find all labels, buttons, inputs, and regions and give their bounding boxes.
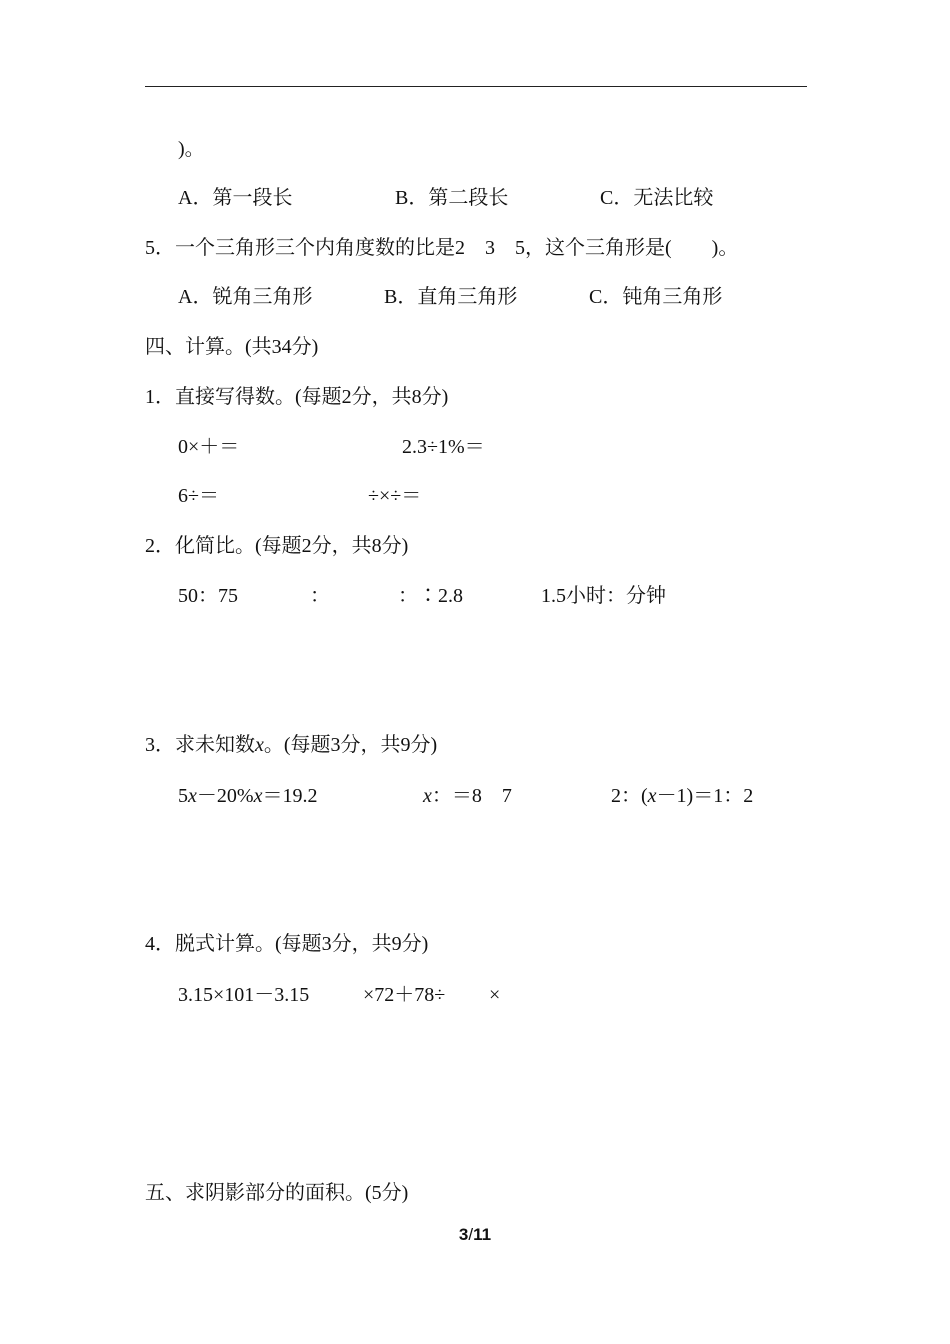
eq2-part: ：＝8 7: [431, 785, 512, 807]
q5-stem: 5．一个三角形三个内角度数的比是2 3 5，这个三角形是( )。: [145, 237, 739, 259]
part1-item-3: 6÷＝: [178, 485, 219, 507]
eq1-part: ＝19.2: [262, 785, 318, 807]
eq3-var: x: [647, 785, 657, 807]
part1-title: 1．直接写得数。(每题2分，共8分): [145, 386, 449, 408]
part1-item-2: 2.3÷1%＝: [402, 436, 485, 458]
page-current: 3: [458, 1225, 469, 1244]
eq1-var: x: [253, 785, 263, 807]
part4-item-1: 3.15×101－3.15: [178, 984, 310, 1006]
q4-option-b: B．第二段长: [395, 187, 509, 209]
part1-item-4: ÷×÷＝: [368, 485, 422, 507]
part3-title-post: 。(每题3分，共9分): [263, 734, 438, 756]
eq1-var: x: [188, 785, 197, 807]
part2-item-3: ：∶2.8: [398, 585, 463, 607]
eq3-part: 2：(: [611, 785, 648, 807]
part3-title-pre: 3．求未知数: [145, 734, 255, 756]
part3-title-var: x: [255, 734, 264, 756]
part1-item-1: 0×＋＝: [178, 436, 240, 458]
q5-option-c: C．钝角三角形: [589, 286, 723, 308]
q4-option-a: A．第一段长: [178, 187, 293, 209]
part2-title: 2．化简比。(每题2分，共8分): [145, 535, 409, 557]
q5-option-a: A．锐角三角形: [178, 286, 313, 308]
header-rule: [145, 86, 807, 87]
q4-tail: )。: [178, 138, 205, 160]
section4-title: 四、计算。(共34分): [145, 336, 319, 358]
part2-item-1: 50：75: [178, 585, 238, 607]
eq1-part: －20%: [196, 785, 254, 807]
eq1-part: 5: [178, 785, 188, 807]
part4-item-2: ×72＋78÷: [363, 984, 446, 1006]
page-number: [0, 1225, 950, 1245]
part3-title: [145, 733, 437, 757]
equation-3: [611, 784, 753, 808]
q5-option-b: B．直角三角形: [384, 286, 518, 308]
equation-2: [423, 784, 512, 808]
section5-title: 五、求阴影部分的面积。(5分): [145, 1182, 409, 1204]
part4-item-3: ×: [489, 984, 501, 1006]
equation-1: [178, 784, 317, 808]
eq2-var: x: [423, 785, 432, 807]
page-total: 11: [473, 1225, 492, 1244]
q4-option-c: C．无法比较: [600, 187, 714, 209]
eq3-part: －1)＝1：2: [656, 785, 754, 807]
part2-item-2: ：: [310, 585, 330, 607]
page-separator: /: [468, 1225, 474, 1244]
part4-title: 4．脱式计算。(每题3分，共9分): [145, 933, 429, 955]
part2-item-4: 1.5小时：分钟: [541, 585, 666, 607]
